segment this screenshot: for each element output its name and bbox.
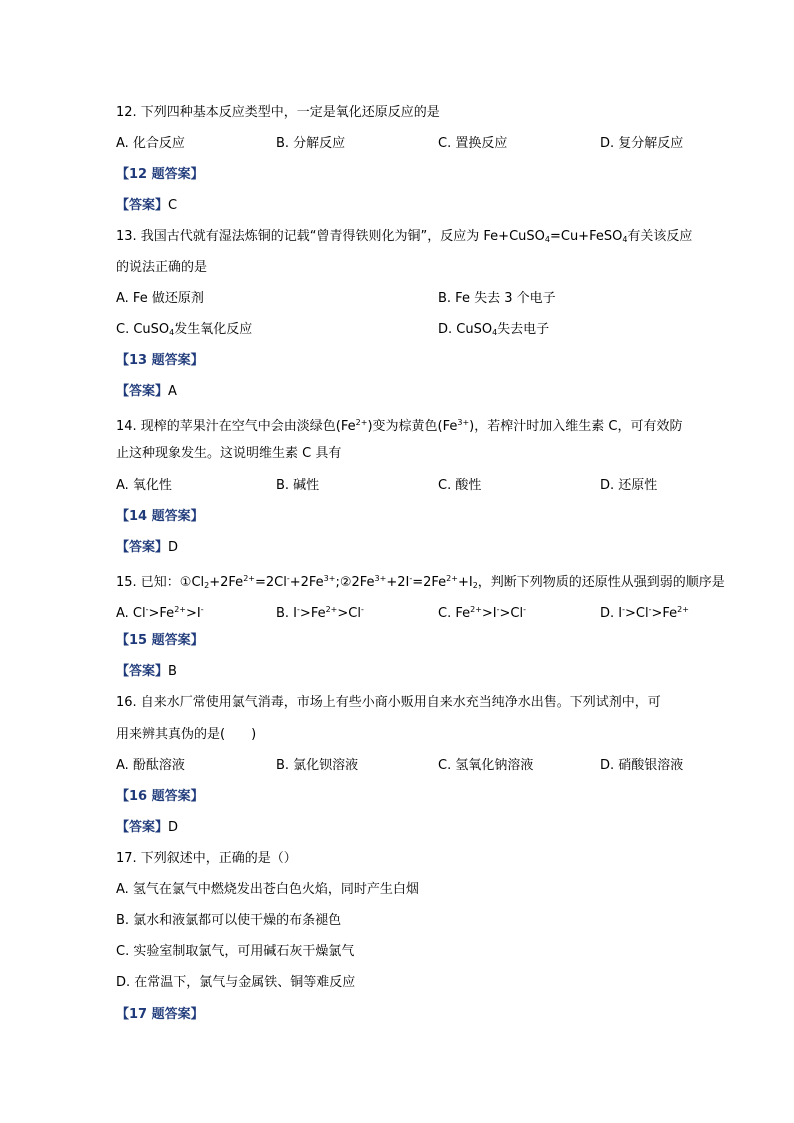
q15-option-c: C. $Fe^{2+}>I^->Cl^-$: [438, 605, 527, 621]
answer-value: B: [168, 664, 177, 679]
q17-option-b: B. 氯水和液氯都可以使干燥的布条褪色: [116, 913, 342, 928]
answer-label: 【答案】: [116, 384, 169, 399]
q15-option-a: A. $Cl^->Fe^{2+}>I^-$: [116, 605, 204, 621]
q13-answer: [116, 383, 177, 401]
q12-answer-tag: 【12 题答案】: [116, 167, 204, 182]
q15-stem-part: ，判断下列物质的还原性从强到弱的顺序是: [477, 575, 725, 590]
q12-option-b: B. 分解反应: [276, 136, 346, 151]
q15-stem-part: 15. 已知：①Cl: [116, 575, 205, 590]
q14-option-c: C. 酸性: [438, 478, 482, 493]
q13-answer-tag: 【13 题答案】: [116, 353, 204, 368]
q15-answer-tag: 【15 题答案】: [116, 633, 204, 648]
q15-answer: [116, 663, 177, 681]
subscript: 4: [622, 235, 628, 244]
q16-option-a: A. 酚酞溶液: [116, 758, 185, 773]
q15-stem: 15. 已知：$①Cl_2+2Fe^{2+}=2Cl^-+2Fe^{3+};②2Fe^{3+}+2I^-=2Fe^{2+}+I_2$，判断下列物质的还原性从强到弱的顺序是: [116, 574, 725, 590]
q17-answer-tag: 【17 题答案】: [116, 1007, 204, 1022]
q17-option-c: C. 实验室制取氯气，可用碱石灰干燥氯气: [116, 944, 355, 959]
q13-option-a: A. Fe 做还原剂: [116, 291, 204, 306]
q13-stem-part: 有关该反应: [627, 229, 693, 244]
q13-stem-line2: 的说法正确的是: [116, 260, 208, 275]
q16-answer: [116, 819, 178, 837]
q13-option-b: B. Fe 失去 3 个电子: [438, 291, 556, 306]
q12-option-c: C. 置换反应: [438, 136, 508, 151]
option-part: C. CuSO: [116, 322, 170, 337]
option-part: 失去电子: [497, 322, 550, 337]
q14-answer: [116, 539, 178, 557]
q16-stem: 16. 自来水厂常使用氯气消毒，市场上有些小商小贩用自来水充当纯净水出售。下列试剂中，可: [116, 695, 661, 710]
q16-answer-tag: 【16 题答案】: [116, 789, 204, 804]
q13-stem-part: =Cu+FeSO: [549, 229, 623, 244]
answer-label: 【答案】: [116, 664, 169, 679]
option-part: 发生氧化反应: [174, 322, 253, 337]
q16-option-c: C. 氢氧化钠溶液: [438, 758, 534, 773]
q16-option-d: D. 硝酸银溶液: [600, 758, 684, 773]
q14-option-d: D. 还原性: [600, 478, 658, 493]
q15-option-d: D. $I^->Cl^->Fe^{2+}$: [600, 605, 689, 621]
answer-value: C: [168, 198, 178, 213]
q14-answer-tag: 【14 题答案】: [116, 509, 204, 524]
q12-option-a: A. 化合反应: [116, 136, 185, 151]
answer-value: A: [168, 384, 177, 399]
q12-stem: 12. 下列四种基本反应类型中，一定是氧化还原反应的是: [116, 105, 440, 120]
q16-stem-line2: 用来辨其真伪的是( ): [116, 727, 257, 742]
q14-option-b: B. 碱性: [276, 478, 320, 493]
superscript: 2+: [355, 418, 368, 427]
answer-label: 【答案】: [116, 540, 169, 555]
q14-option-a: A. 氧化性: [116, 478, 172, 493]
q14-stem-part: )，若榨汁时加入维生素 C，可有效防: [469, 419, 683, 434]
option-part: D. CuSO: [438, 322, 493, 337]
q13-stem: [116, 228, 692, 249]
q13-option-c: [116, 321, 252, 342]
answer-label: 【答案】: [116, 820, 169, 835]
q14-stem-part: )变为棕黄色(Fe: [367, 419, 458, 434]
superscript: 3+: [457, 418, 470, 427]
q15-option-b: B. $I^->Fe^{2+}>Cl^-$: [276, 605, 364, 621]
q13-option-d: [438, 321, 549, 342]
q12-answer: [116, 197, 177, 215]
q14-stem-part: 14. 现榨的苹果汁在空气中会由淡绿色(Fe: [116, 419, 356, 434]
answer-label: 【答案】: [116, 198, 169, 213]
q13-stem-part: 13. 我国古代就有湿法炼铜的记载“曾青得铁则化为铜”，反应为 Fe+CuSO: [116, 229, 545, 244]
q14-stem: [116, 414, 682, 436]
answer-value: D: [168, 540, 179, 555]
subscript: 4: [169, 328, 175, 337]
q17-option-d: D. 在常温下，氯气与金属铁、铜等难反应: [116, 975, 356, 990]
q16-option-b: B. 氯化钡溶液: [276, 758, 359, 773]
q17-stem: 17. 下列叙述中，正确的是（）: [116, 851, 297, 866]
subscript: 4: [492, 328, 498, 337]
answer-value: D: [168, 820, 179, 835]
q12-option-d: D. 复分解反应: [600, 136, 684, 151]
subscript: 4: [544, 235, 550, 244]
q17-option-a: A. 氢气在氯气中燃烧发出苍白色火焰，同时产生白烟: [116, 882, 419, 897]
q14-stem-line2: 止这种现象发生。这说明维生素 C 具有: [116, 446, 342, 461]
